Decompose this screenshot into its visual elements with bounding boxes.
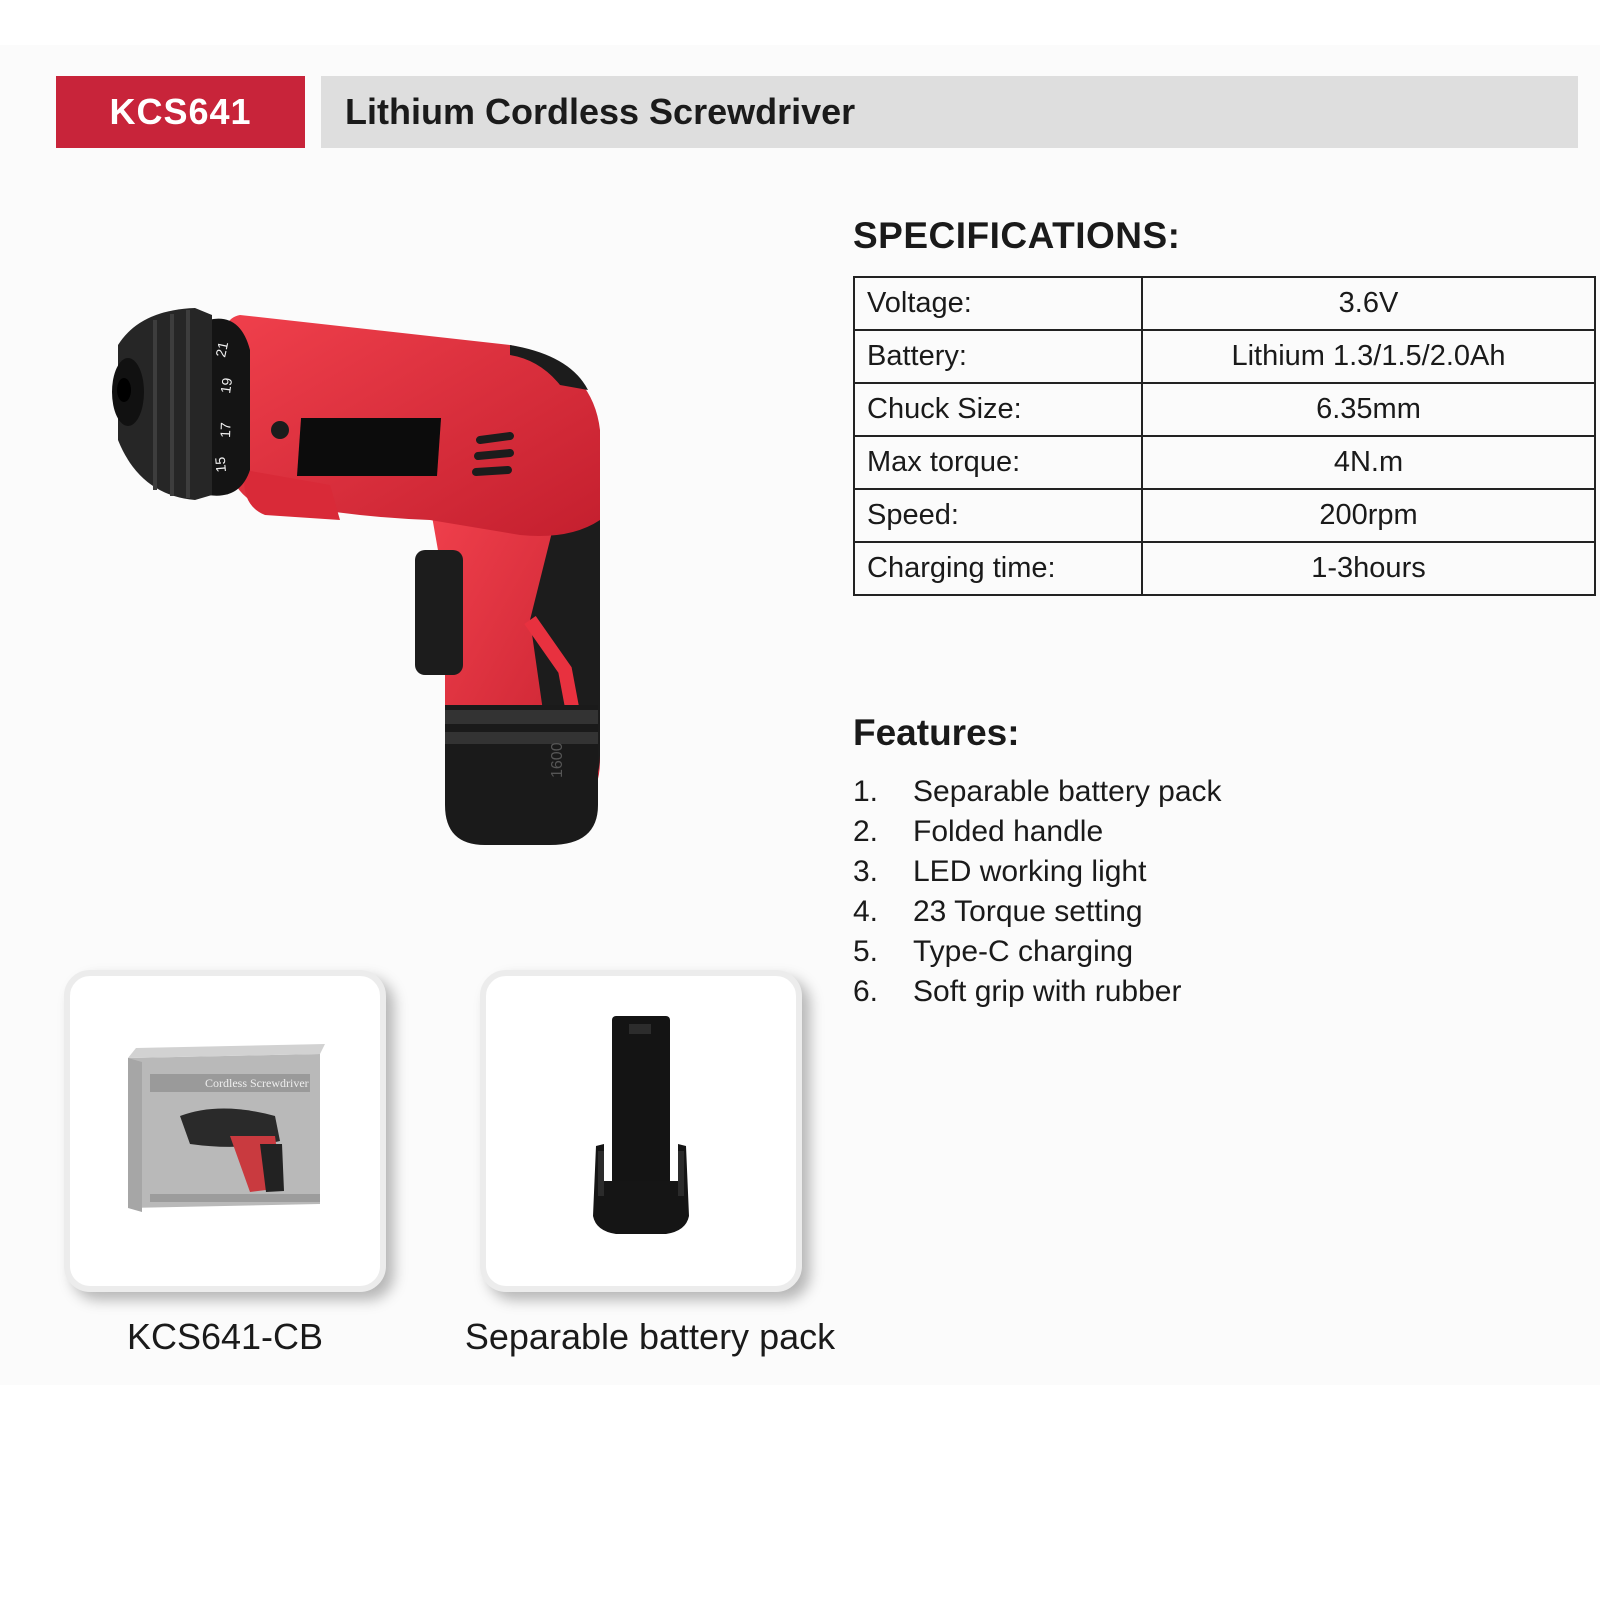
product-title [321,76,1578,148]
tool-display-window [297,418,441,476]
spec-label: Voltage: [854,277,1142,330]
spec-row-max-torque [854,436,1595,489]
spec-value: 3.6V [1142,277,1595,330]
feature-item [853,972,1222,1012]
feature-number: 2. [853,815,879,848]
feature-text: 23 Torque setting [913,895,1143,928]
product-title-text: Lithium Cordless Screwdriver [345,91,856,132]
feature-number: 1. [853,775,879,808]
feature-item [853,892,1222,932]
spec-label: Battery: [854,330,1142,383]
color-box-image [70,976,380,1286]
feature-item [853,852,1222,892]
spec-value: 6.35mm [1142,383,1595,436]
feature-text: Folded handle [913,815,1104,848]
specifications-table [853,276,1596,596]
feature-item [853,932,1222,972]
feature-number: 5. [853,935,879,968]
thumbnail-caption-color-box: KCS641-CB [126,1316,324,1357]
thumbnail-color-box [64,970,386,1292]
feature-text: Type-C charging [913,935,1134,968]
thumbnail-caption-battery-pack: Separable battery pack [464,1316,836,1357]
feature-item [853,772,1222,812]
thumbnail-battery-pack [480,970,802,1292]
spec-value: Lithium 1.3/1.5/2.0Ah [1142,330,1595,383]
spec-label: Speed: [854,489,1142,542]
feature-number: 6. [853,975,879,1008]
spec-row-voltage [854,277,1595,330]
box-label: Cordless Screwdriver [205,1076,309,1090]
svg-text:17: 17 [217,421,234,439]
features-list [853,772,1222,1012]
model-badge: KCS641 [56,76,305,148]
feature-item [853,812,1222,852]
feature-text: LED working light [913,855,1147,888]
spec-value: 1-3hours [1142,542,1595,595]
battery-mark: 1600 [549,742,566,778]
feature-text: Soft grip with rubber [913,975,1182,1008]
spec-row-speed [854,489,1595,542]
svg-text:19: 19 [217,376,236,395]
spec-label: Chuck Size: [854,383,1142,436]
svg-text:15: 15 [211,456,229,474]
feature-number: 4. [853,895,879,928]
feature-text: Separable battery pack [913,775,1222,808]
trigger [415,550,463,675]
spec-label: Charging time: [854,542,1142,595]
spec-label: Max torque: [854,436,1142,489]
svg-text:21: 21 [212,340,232,359]
feature-number: 3. [853,855,879,888]
spec-row-charging-time [854,542,1595,595]
screwdriver-image [100,290,660,890]
spec-value: 4N.m [1142,436,1595,489]
specifications-heading: SPECIFICATIONS: [853,215,1181,256]
spec-row-battery [854,330,1595,383]
battery-base [445,705,598,845]
battery-pack-image [486,976,796,1286]
spec-value: 200rpm [1142,489,1595,542]
features-heading: Features: [853,712,1020,753]
spec-row-chuck-size [854,383,1595,436]
